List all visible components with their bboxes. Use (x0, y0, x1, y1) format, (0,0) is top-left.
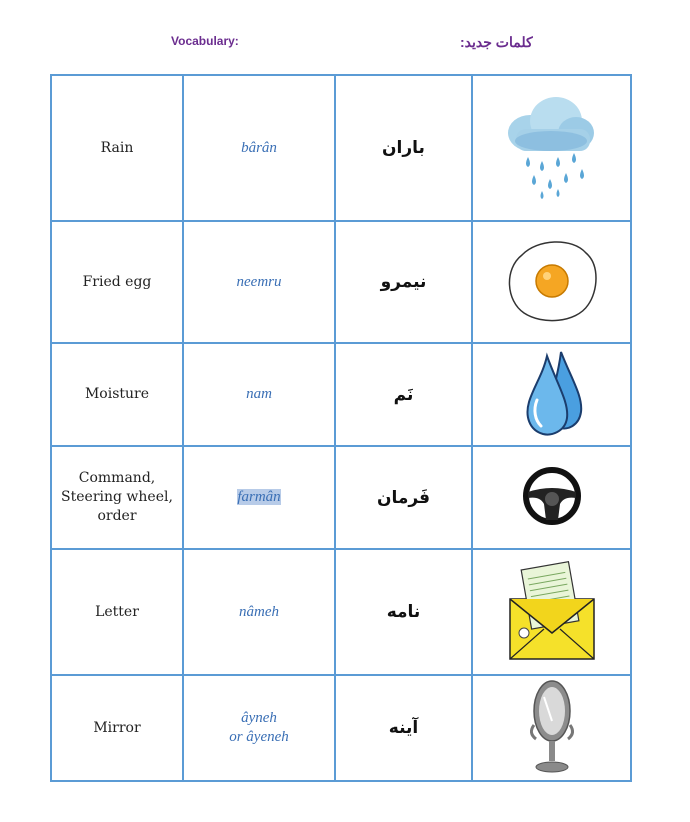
transliteration: nâmeh (183, 549, 335, 675)
transliteration (183, 446, 335, 549)
persian-word: آینه (335, 675, 472, 781)
english-word: Mirror (51, 675, 183, 781)
water-drops-icon (472, 343, 631, 446)
table-row (51, 221, 631, 343)
transliteration: bârân (183, 75, 335, 221)
rain-cloud-icon (472, 75, 631, 221)
english-word: Rain (51, 75, 183, 221)
vocabulary-heading: Vocabulary: (171, 34, 239, 48)
transliteration: nam (183, 343, 335, 446)
english-word: Command, Steering wheel, order (51, 446, 183, 549)
table-row (51, 549, 631, 675)
persian-word: باران (335, 75, 472, 221)
fried-egg-icon (472, 221, 631, 343)
transliteration: neemru (183, 221, 335, 343)
english-word: Letter (51, 549, 183, 675)
transliteration: âyneh or âyeneh (183, 675, 335, 781)
persian-word: فَرمان (335, 446, 472, 549)
english-word: Moisture (51, 343, 183, 446)
hand-mirror-icon (472, 675, 631, 781)
persian-word: نَم (335, 343, 472, 446)
table-row (51, 446, 631, 549)
vocabulary-heading-persian: كلمات جديد: (460, 34, 533, 50)
steering-wheel-icon (472, 446, 631, 549)
table-row (51, 75, 631, 221)
persian-word: نامه (335, 549, 472, 675)
english-word: Fried egg (51, 221, 183, 343)
highlighted-transliteration: farmân (237, 489, 281, 505)
table-row (51, 675, 631, 781)
table-row (51, 343, 631, 446)
vocabulary-table (50, 74, 632, 782)
persian-word: نیمرو (335, 221, 472, 343)
envelope-letter-icon (472, 549, 631, 675)
